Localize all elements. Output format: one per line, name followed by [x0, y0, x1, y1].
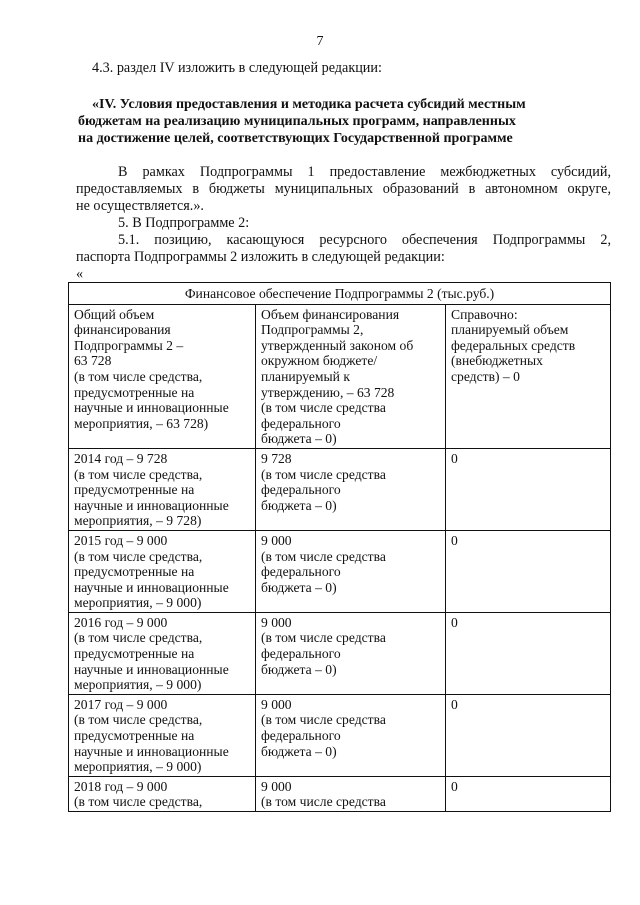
cell-line: окружном бюджете/	[261, 353, 378, 369]
paragraph-line: паспорта Подпрограммы 2 изложить в следующей редакции:	[76, 249, 445, 265]
cell-line: федеральных средств	[451, 337, 576, 353]
heading-line: бюджетам на реализацию муниципальных программ, направленных	[78, 114, 516, 129]
cell-line: предусмотренные на	[74, 728, 195, 744]
table-caption: Финансовое обеспечение Подпрограммы 2 (тыс.руб.)	[69, 283, 611, 305]
cell-line: мероприятия, – 9 000)	[74, 595, 202, 611]
cell-line: (в том числе средства,	[74, 794, 203, 810]
cell-line: бюджета – 0)	[261, 497, 337, 513]
financing-table	[68, 282, 611, 812]
cell-line: (внебюджетных	[451, 353, 543, 369]
item-5-1	[76, 232, 611, 266]
cell-line: средств) – 0	[451, 368, 520, 384]
cell-line: (в том числе средства,	[74, 466, 203, 482]
paragraph-line: В рамках Подпрограммы 1 предоставление межбюджетных субсидий,	[118, 164, 611, 180]
cell-line: (в том числе средства	[261, 548, 386, 564]
cell-line: 2018 год – 9 000	[74, 778, 168, 794]
paragraph-subprogram-1	[76, 164, 611, 215]
table-row	[69, 776, 611, 811]
table-row	[69, 612, 611, 694]
table-row	[69, 694, 611, 776]
year-total-cell	[69, 694, 256, 776]
header-reference-cell	[446, 304, 611, 448]
year-total-cell	[69, 612, 256, 694]
cell-line: (в том числе средства	[261, 466, 386, 482]
cell-line: бюджета – 0)	[261, 431, 337, 447]
cell-line: (в том числе средства,	[74, 368, 203, 384]
table-header-row	[69, 304, 611, 448]
year-reference-cell	[446, 448, 611, 530]
cell-line: научные и инновационные	[74, 579, 229, 595]
cell-line: Подпрограммы 2 –	[74, 337, 184, 353]
cell-line: (в том числе средства	[261, 712, 386, 728]
year-approved-cell	[256, 530, 446, 612]
cell-line: мероприятия, – 9 728)	[74, 513, 202, 529]
year-total-cell	[69, 530, 256, 612]
cell-line: 0	[451, 696, 458, 712]
year-reference-cell	[446, 694, 611, 776]
cell-line: федерального	[261, 564, 341, 580]
cell-line: утверждению, – 63 728	[261, 384, 395, 400]
page-number: 7	[316, 34, 324, 49]
paragraph-line: не осуществляется.».	[76, 198, 204, 214]
opening-quote: «	[76, 266, 84, 282]
cell-line: 63 728	[74, 353, 112, 369]
header-total-cell	[69, 304, 256, 448]
cell-line: федерального	[261, 646, 341, 662]
cell-line: (в том числе средства,	[74, 548, 203, 564]
cell-line: мероприятия, – 9 000)	[74, 677, 202, 693]
cell-line: (в том числе средства	[261, 630, 386, 646]
cell-line: (в том числе средства	[261, 400, 386, 416]
cell-line: предусмотренные на	[74, 482, 195, 498]
year-reference-cell	[446, 530, 611, 612]
year-approved-cell	[256, 776, 446, 811]
cell-line: Общий объем	[74, 306, 155, 322]
cell-line: 2015 год – 9 000	[74, 532, 168, 548]
table-row	[69, 448, 611, 530]
year-approved-cell	[256, 694, 446, 776]
cell-line: (в том числе средства	[261, 794, 386, 810]
cell-line: научные и инновационные	[74, 743, 229, 759]
cell-line: научные и инновационные	[74, 400, 229, 416]
cell-line: бюджета – 0)	[261, 579, 337, 595]
paragraph-line: 5.1. позицию, касающуюся ресурсного обеспечения Подпрограммы 2,	[118, 232, 611, 248]
cell-line: 9 000	[261, 696, 292, 712]
cell-line: утвержденный законом об	[261, 337, 414, 353]
cell-line: 2016 год – 9 000	[74, 614, 168, 630]
cell-line: планируемый к	[261, 368, 350, 384]
cell-line: федерального	[261, 482, 341, 498]
cell-line: Объем финансирования	[261, 306, 400, 322]
heading-line: на достижение целей, соответствующих Государственной программе	[78, 131, 513, 146]
paragraph-line: предоставляемых в бюджеты муниципальных образований в автономном округе,	[76, 181, 611, 197]
table-row	[69, 530, 611, 612]
cell-line: научные и инновационные	[74, 661, 229, 677]
cell-line: 0	[451, 614, 458, 630]
cell-line: (в том числе средства,	[74, 712, 203, 728]
cell-line: (в том числе средства,	[74, 630, 203, 646]
cell-line: федерального	[261, 415, 341, 431]
heading-line: «IV. Условия предоставления и методика расчета субсидий местным	[92, 97, 526, 112]
cell-line: 2017 год – 9 000	[74, 696, 168, 712]
cell-line: федерального	[261, 728, 341, 744]
cell-line: мероприятия, – 63 728)	[74, 415, 209, 431]
section-heading	[78, 96, 592, 147]
cell-line: 9 000	[261, 614, 292, 630]
cell-line: 0	[451, 778, 458, 794]
year-approved-cell	[256, 612, 446, 694]
cell-line: 9 728	[261, 450, 292, 466]
item-4-3: 4.3. раздел IV изложить в следующей редакции:	[92, 60, 382, 76]
cell-line: 0	[451, 450, 458, 466]
cell-line: 2014 год – 9 728	[74, 450, 168, 466]
cell-line: 9 000	[261, 778, 292, 794]
header-approved-cell	[256, 304, 446, 448]
cell-line: мероприятия, – 9 000)	[74, 759, 202, 775]
year-approved-cell	[256, 448, 446, 530]
cell-line: планируемый объем	[451, 322, 569, 338]
cell-line: 9 000	[261, 532, 292, 548]
cell-line: предусмотренные на	[74, 564, 195, 580]
cell-line: бюджета – 0)	[261, 661, 337, 677]
cell-line: бюджета – 0)	[261, 743, 337, 759]
year-total-cell	[69, 776, 256, 811]
table-caption-row	[69, 283, 611, 305]
year-total-cell	[69, 448, 256, 530]
cell-line: Справочно:	[451, 306, 518, 322]
cell-line: финансирования	[74, 322, 171, 338]
year-reference-cell	[446, 612, 611, 694]
cell-line: 0	[451, 532, 458, 548]
cell-line: предусмотренные на	[74, 646, 195, 662]
cell-line: научные и инновационные	[74, 497, 229, 513]
cell-line: предусмотренные на	[74, 384, 195, 400]
item-5: 5. В Подпрограмме 2:	[118, 215, 250, 231]
year-reference-cell	[446, 776, 611, 811]
cell-line: Подпрограммы 2,	[261, 322, 364, 338]
